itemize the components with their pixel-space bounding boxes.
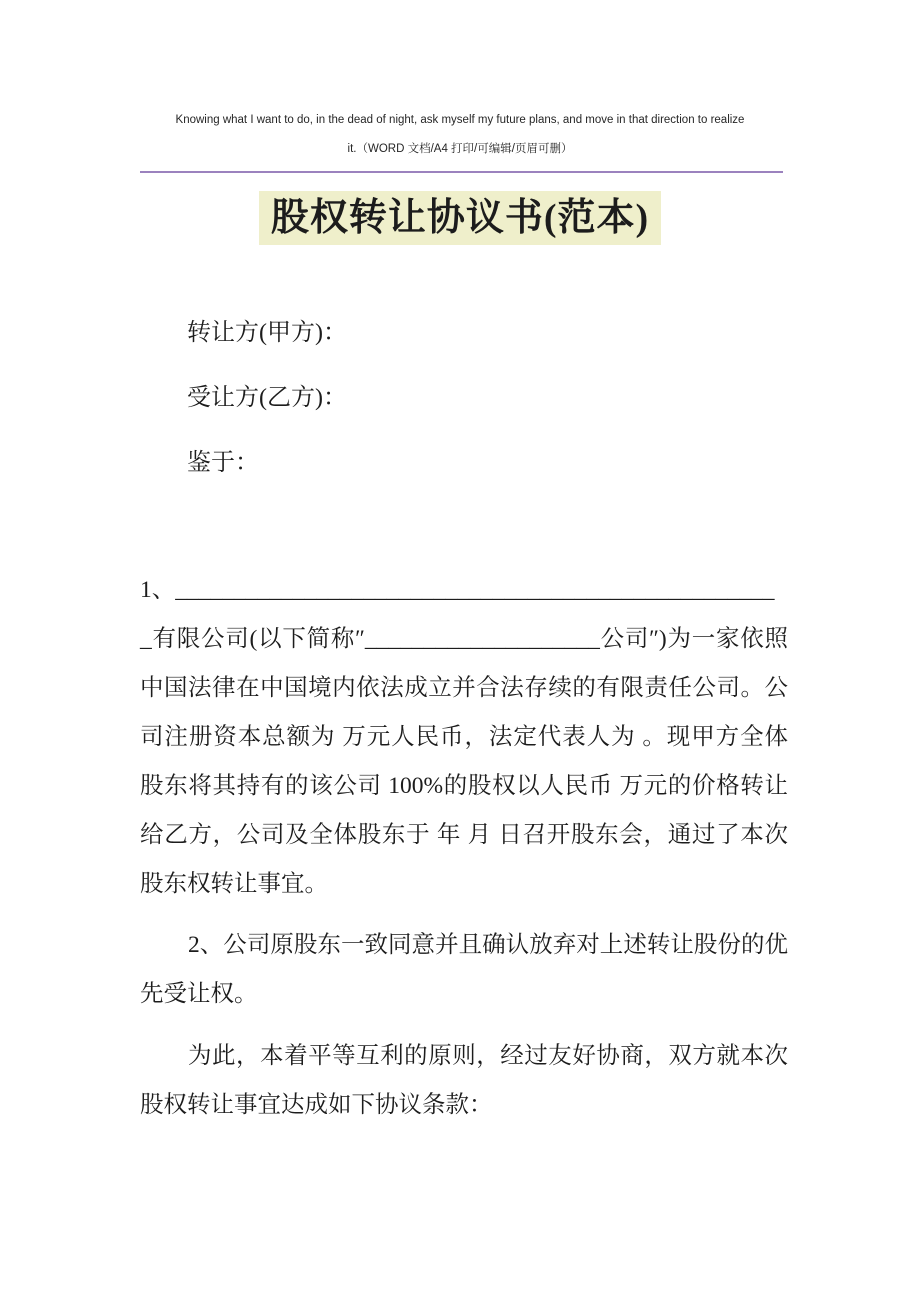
document-line: 股东将其持有的该公司 100%的股权以人民币 万元的价格转让 xyxy=(140,773,788,799)
document-line: 股东权转让事宜。 xyxy=(140,871,328,897)
document-line: 股权转让事宜达成如下协议条款： xyxy=(140,1092,493,1118)
document-line: 为此，本着平等互利的原则，经过友好协商，双方就本次 xyxy=(188,1043,788,1069)
document-line: 司注册资本总额为 万元人民币，法定代表人为 。现甲方全体 xyxy=(140,724,788,750)
paragraph-3 xyxy=(140,1032,788,1130)
page-header xyxy=(136,106,784,164)
document-line: 给乙方，公司及全体股东于 年 月 日召开股东会，通过了本次 xyxy=(140,822,788,848)
document-line: 先受让权。 xyxy=(140,981,258,1007)
header-line-2: it.（WORD 文档/A4 打印/可编辑/页眉可删） xyxy=(347,143,573,155)
header-line-1: Knowing what I want to do, in the dead of night, ask myself my future plans, and move in that direction to realize xyxy=(175,114,745,126)
document-line: 中国法律在中国境内依法成立并合法存续的有限责任公司。公 xyxy=(140,675,788,701)
party-line-transferor: 转让方(甲方)： xyxy=(187,320,347,346)
document-body xyxy=(140,566,788,1130)
document-line: 1、___________________________________________________ xyxy=(140,577,775,603)
paragraph-1 xyxy=(140,566,788,909)
doc-title: 股权转让协议书(范本) xyxy=(259,191,661,245)
document-line: 2、公司原股东一致同意并且确认放弃对上述转让股份的优 xyxy=(188,932,788,958)
title-row xyxy=(136,191,784,245)
paragraph-2 xyxy=(140,921,788,1019)
whereas-line: 鉴于： xyxy=(187,450,259,476)
party-line-transferee: 受让方(乙方)： xyxy=(187,385,347,411)
document-line: _有限公司(以下简称″____________________公司″)为一家依照 xyxy=(140,626,788,652)
header-divider xyxy=(140,171,783,173)
parties-block xyxy=(187,318,347,513)
